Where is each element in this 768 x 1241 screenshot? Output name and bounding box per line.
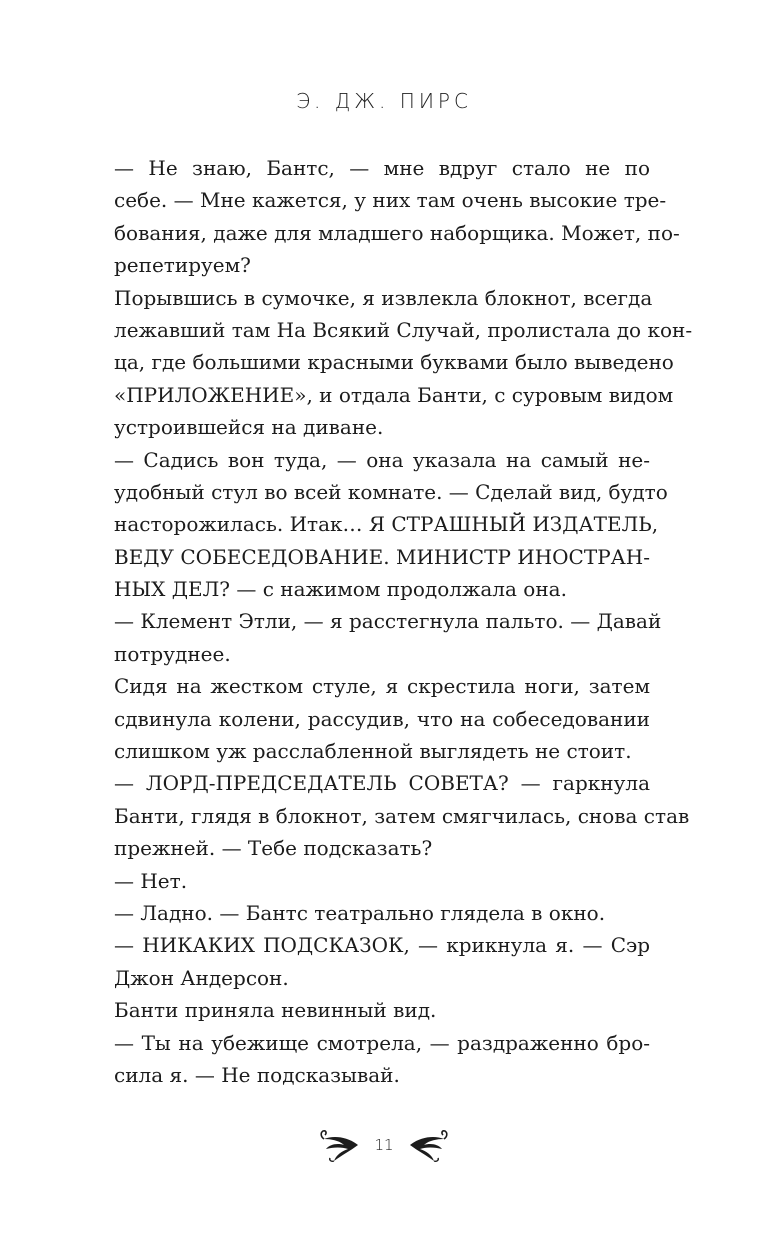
- paragraph: [114, 605, 662, 670]
- text-line: Банти, глядя в блокнот, затем смягчилась, снова став: [114, 803, 690, 828]
- text-line: — ЛОРД-ПРЕДСЕДАТЕЛЬ СОВЕТА? — гаркнула: [114, 771, 650, 796]
- paragraph: [114, 282, 693, 444]
- text-line: Сидя на жестком стуле, я скрестила ноги, затем: [114, 674, 650, 699]
- text-line: Джон Андерсон.: [114, 965, 289, 990]
- paragraph: [114, 1027, 650, 1092]
- text-line: — Нет.: [114, 868, 188, 893]
- running-head: Э. ДЖ. ПИРС: [296, 89, 472, 113]
- flourish-left-icon: [318, 1125, 364, 1165]
- paragraph: [114, 767, 690, 864]
- text-line: удобный стул во всей комнате. — Сделай вид, будто: [114, 479, 668, 504]
- text-line: репетируем?: [114, 253, 251, 278]
- text-line: ВЕДУ СОБЕСЕДОВАНИЕ. МИНИСТР ИНОСТРАН-: [114, 544, 650, 569]
- text-line: — Не знаю, Бантс, — мне вдруг стало не по: [114, 156, 650, 180]
- text-line: бования, даже для младшего наборщика. Может, по-: [114, 220, 680, 245]
- text-line: — Клемент Этли, — я расстегнула пальто. — Давай: [114, 609, 662, 634]
- text-line: устроившейся на диване.: [114, 415, 384, 440]
- text-line: себе. — Мне кажется, у них там очень высокие тре-: [114, 188, 667, 213]
- paragraph: [114, 444, 668, 606]
- paragraph: [114, 152, 680, 282]
- body-text: [114, 152, 693, 1091]
- text-line: лежавший там На Всякий Случай, пролистала до кон-: [114, 317, 693, 342]
- text-line: «ПРИЛОЖЕНИЕ», и отдала Банти, с суровым видом: [114, 382, 674, 407]
- text-line: — НИКАКИХ ПОДСКАЗОК, — крикнула я. — Сэр: [114, 933, 650, 958]
- text-line: сила я. — Не подсказывай.: [114, 1062, 400, 1087]
- text-line: Банти приняла невинный вид.: [114, 998, 437, 1023]
- page-number: 11: [374, 1136, 394, 1154]
- text-line: ца, где большими красными буквами было выведено: [114, 350, 674, 375]
- text-line: потруднее.: [114, 641, 231, 666]
- paragraph: [114, 929, 650, 994]
- text-line: — Ты на убежище смотрела, — раздраженно бро-: [114, 1030, 650, 1055]
- text-line: прежней. — Тебе подсказать?: [114, 836, 433, 861]
- text-line: НЫХ ДЕЛ? — с нажимом продолжала она.: [114, 577, 567, 602]
- text-line: — Садись вон туда, — она указала на самый не-: [114, 447, 650, 472]
- paragraph: [114, 897, 650, 929]
- text-line: — Ладно. — Бантс театрально глядела в окно.: [114, 900, 606, 925]
- text-line: насторожилась. Итак… Я СТРАШНЫЙ ИЗДАТЕЛЬ,: [114, 512, 659, 537]
- text-line: сдвинула колени, рассудив, что на собеседовании: [114, 706, 650, 731]
- paragraph: [114, 670, 650, 767]
- text-line: Порывшись в сумочке, я извлекла блокнот, всегда: [114, 285, 653, 310]
- paragraph: [114, 994, 650, 1026]
- folio: [0, 1120, 768, 1170]
- paragraph: [114, 865, 650, 897]
- flourish-right-icon: [404, 1125, 450, 1165]
- text-line: слишком уж расслабленной выглядеть не стоит.: [114, 739, 632, 764]
